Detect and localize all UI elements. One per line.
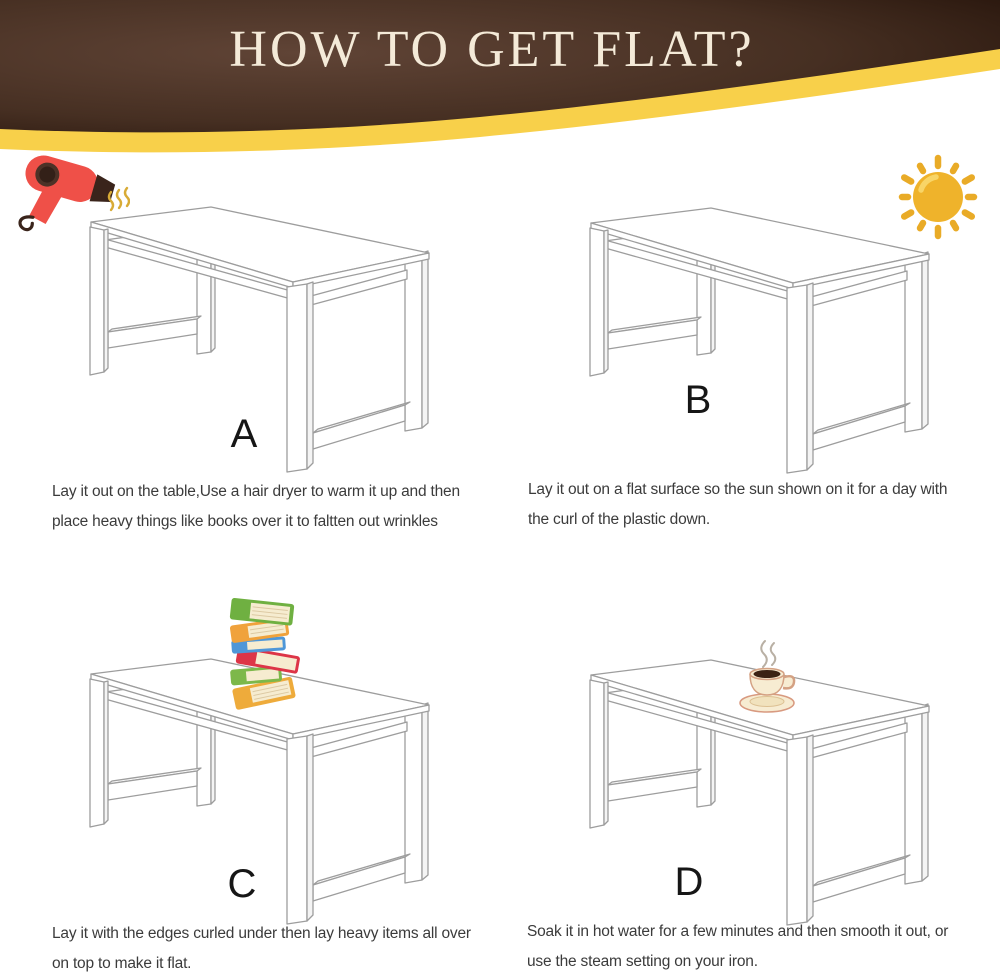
instruction-text-b [528, 477, 947, 537]
instruction-line: on top to make it flat. [52, 955, 192, 972]
method-panel-a [0, 150, 500, 545]
step-letter-d: D [674, 860, 704, 904]
method-panel-d [500, 595, 1000, 974]
page-title: HOW TO GET FLAT? [229, 21, 755, 78]
step-letter-b: B [684, 378, 712, 422]
instruction-line: use the steam setting on your iron. [527, 953, 758, 970]
steam [761, 641, 775, 667]
instruction-text-c [52, 921, 471, 974]
instruction-line: place heavy things like books over it to faltten out wrinkles [52, 513, 438, 530]
sun-icon [893, 152, 983, 242]
hair-dryer-icon [18, 152, 130, 232]
method-panel-c [0, 595, 500, 974]
instruction-text-a [52, 479, 460, 539]
instruction-text-d [527, 919, 948, 974]
instruction-line: Lay it out on a flat surface so the sun shown on it for a day with [528, 481, 948, 498]
instruction-line: Lay it with the edges curled under then lay heavy items all over [52, 925, 471, 942]
instruction-line: Lay it out on the table,Use a hair dryer to warm it up and then [52, 483, 460, 500]
coffee-cup-icon [727, 637, 807, 719]
method-panel-b [500, 150, 1000, 545]
step-letter-c: C [227, 862, 257, 906]
stack-of-books-icon [222, 598, 302, 711]
instruction-line: Soak it in hot water for a few minutes and then smooth it out, or [527, 923, 949, 940]
instruction-line: the curl of the plastic down. [528, 511, 711, 528]
table-illustration [85, 195, 475, 475]
step-letter-a: A [230, 412, 258, 456]
